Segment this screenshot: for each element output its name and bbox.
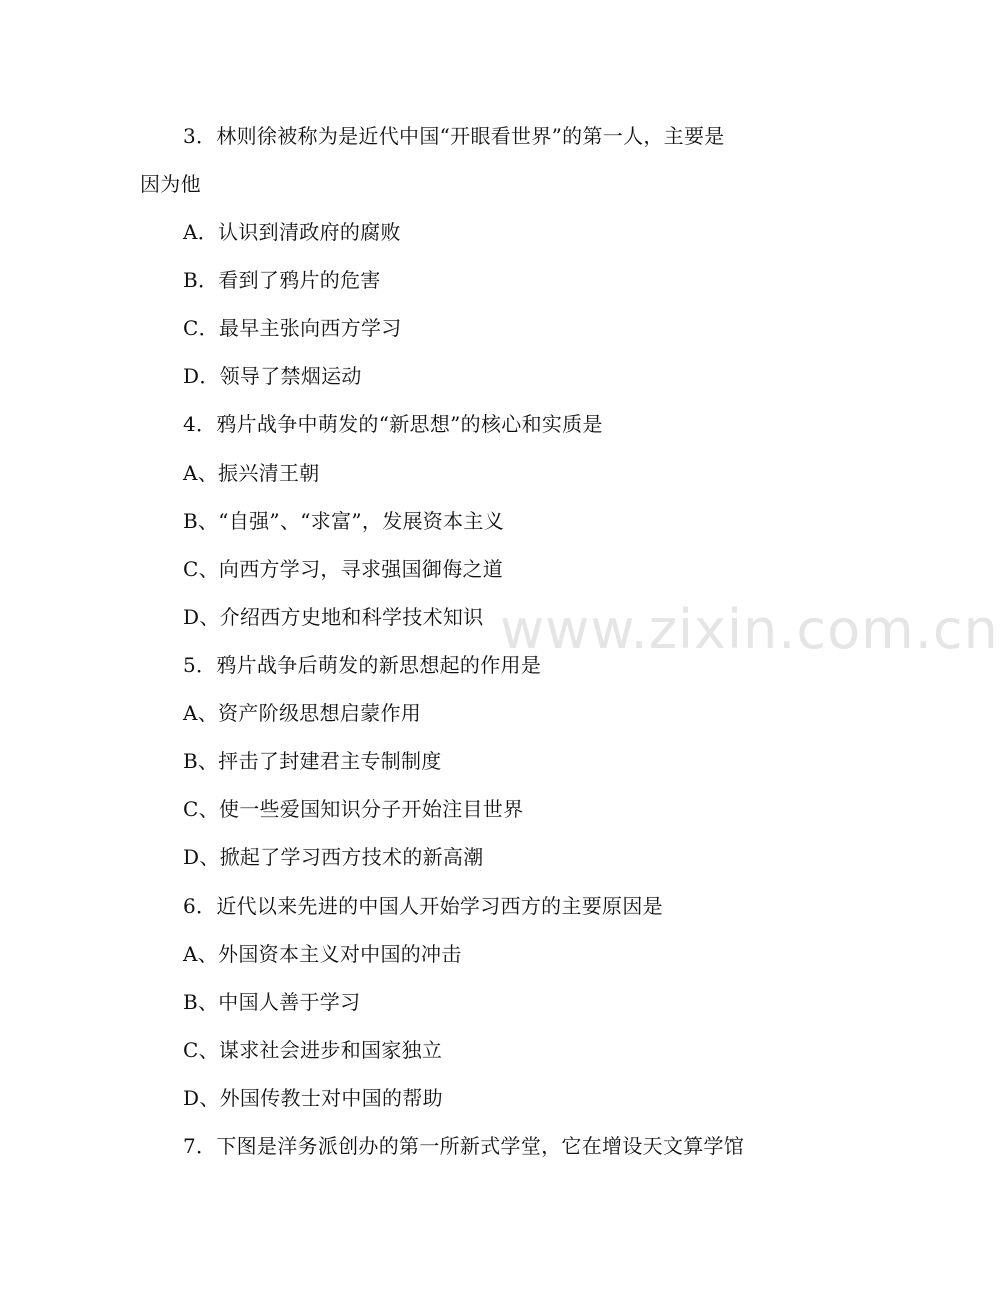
question-6-stem: 6．近代以来先进的中国人开始学习西方的主要原因是: [183, 894, 663, 918]
question-3-option-a: A．认识到清政府的腐败: [183, 220, 401, 244]
question-4-option-d: D、介绍西方史地和科学技术知识: [183, 605, 484, 629]
watermark: www.zixin.com.cn: [500, 598, 999, 661]
question-4-stem: 4．鸦片战争中萌发的“新思想”的核心和实质是: [183, 412, 603, 436]
question-3-option-b: B．看到了鸦片的危害: [183, 268, 381, 292]
question-3-stem-line1: 3．林则徐被称为是近代中国“开眼看世界”的第一人，主要是: [183, 124, 725, 148]
question-5-stem: 5．鸦片战争后萌发的新思想起的作用是: [183, 653, 542, 677]
question-4-option-a: A、振兴清王朝: [183, 461, 320, 485]
question-3-option-d: D．领导了禁烟运动: [183, 364, 362, 388]
question-5-option-d: D、掀起了学习西方技术的新高潮: [183, 845, 484, 869]
question-5-option-b: B、抨击了封建君主专制制度: [183, 749, 442, 773]
question-7-stem: 7．下图是洋务派创办的第一所新式学堂，它在增设天文算学馆: [183, 1134, 745, 1158]
question-5-option-a: A、资产阶级思想启蒙作用: [183, 701, 422, 725]
question-6-option-c: C、谋求社会进步和国家独立: [183, 1038, 443, 1062]
question-6-option-b: B、中国人善于学习: [183, 990, 361, 1014]
question-4-option-c: C、向西方学习，寻求强国御侮之道: [183, 557, 504, 581]
question-3-stem-line2: 因为他: [140, 172, 201, 196]
question-6-option-a: A、外国资本主义对中国的冲击: [183, 942, 462, 966]
question-4-option-b: B、“自强”、“求富”，发展资本主义: [183, 509, 504, 533]
question-5-option-c: C、使一些爱国知识分子开始注目世界: [183, 797, 524, 821]
question-3-option-c: C．最早主张向西方学习: [183, 316, 402, 340]
question-6-option-d: D、外国传教士对中国的帮助: [183, 1086, 443, 1110]
